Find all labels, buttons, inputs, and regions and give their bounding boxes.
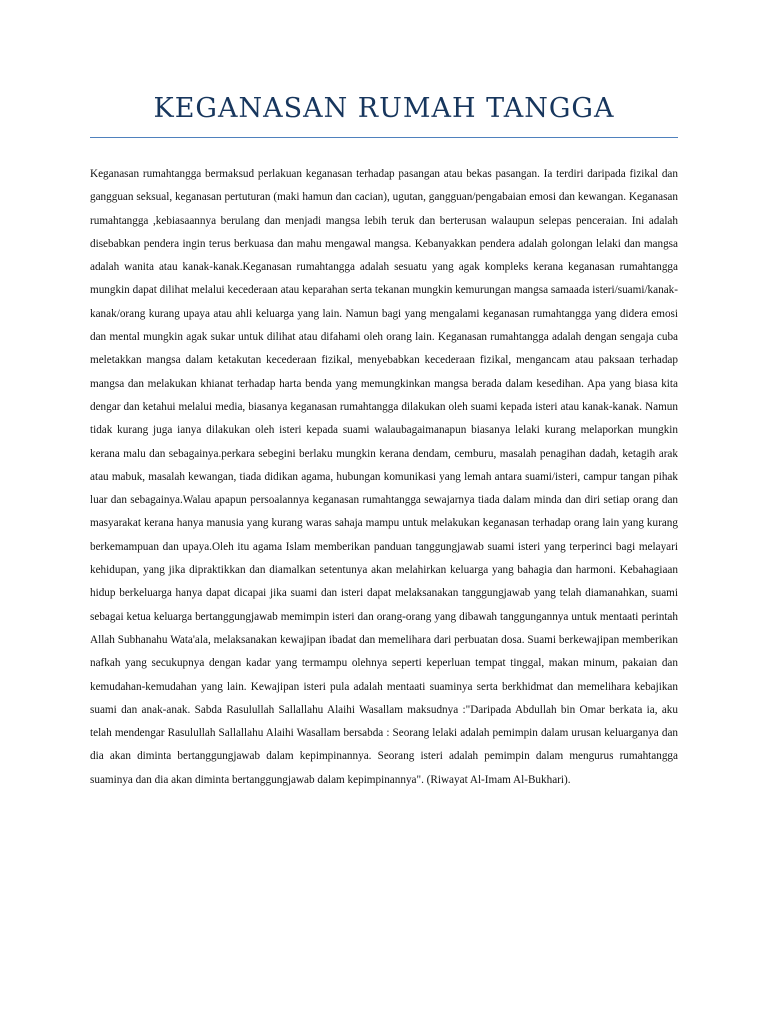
document-body: Keganasan rumahtangga bermaksud perlakuan keganasan terhadap pasangan atau bekas pasangan. Ia terdiri daripada fizikal dan gangguan seksual, keganasan pertuturan (maki hamun dan cacian), ugutan, gangguan/pengabaian emosi dan kewangan. Keganasan rumahtangga ,kebiasaannya berulang dan menjadi mangsa lebih teruk dan berterusan walaupun selepas penceraian. Ini adalah disebabkan pendera ingin terus berkuasa dan mahu mengawal mangsa. Kebanyakkan pendera adalah golongan lelaki dan mangsa adalah wanita atau kanak-kanak.Keganasan rumahtangga adalah sesuatu yang agak kompleks kerana keganasan rumahtangga mungkin dapat dilihat melalui kecederaan atau keparahan serta tekanan mungkin kemurungan mangsa samaada isteri/suami/kanak-kanak/orang kurang upaya atau ahli keluarga yang lain. Namun bagi yang mengalami keganasan rumahtangga yang didera emosi dan mental mungkin agak sukar untuk dilihat atau difahami oleh orang lain. Keganasan rumahtangga adalah dengan sengaja cuba meletakkan mangsa dalam ketakutan kecederaan fizikal, menyebabkan kecederaan fizikal, mengancam atau paksaan terhadap mangsa dan melakukan khianat terhadap harta benda yang memungkinkan mangsa berada dalam kesedihan. Apa yang biasa kita dengar dan ketahui melalui media, biasanya keganasan rumahtangga dilakukan oleh suami kepada isteri atau kanak-kanak. Namun tidak kurang juga ianya dilakukan oleh isteri kepada suami walaubagaimanapun biasanya lelaki kurang melaporkan mungkin kerana malu dan sebagainya.perkara sebegini berlaku mungkin kerana dendam, cemburu, masalah penagihan dadah, ketagih arak atau mabuk, masalah kewangan, tiada didikan agama, hubungan komunikasi yang lemah antara suami/isteri, campur tangan pihak luar dan sebagainya.Walau apapun persoalannya keganasan rumahtangga sewajarnya tiada dalam minda dan diri setiap orang dan masyarakat kerana hanya manusia yang kurang waras sahaja mampu untuk melakukan keganasan terhadap orang lain yang kurang berkemampuan dan upaya.Oleh itu agama Islam memberikan panduan tanggungjawab suami isteri yang terperinci bagi melayari kehidupan, yang jika dipraktikkan dan diamalkan setentunya akan melahirkan keluarga yang bahagia dan harmoni. Kebahagiaan hidup berkeluarga hanya dapat dicapai jika suami dan isteri dapat melaksanakan tanggungjawab yang telah diamanahkan, suami sebagai ketua keluarga bertanggungjawab memimpin isteri dan orang-orang yang dibawah tanggungannya untuk mentaati perintah Allah Subhanahu Wata'ala, melaksanakan kewajipan ibadat dan memelihara dari perbuatan dosa. Suami berkewajipan memberikan nafkah yang secukupnya dengan kadar yang termampu olehnya seperti keperluan tempat tinggal, makan minum, pakaian dan kemudahan-kemudahan yang lain. Kewajipan isteri pula adalah mentaati suaminya serta berkhidmat dan memelihara kebajikan suami dan anak-anak. Sabda Rasulullah Sallallahu Alaihi Wasallam maksudnya :"Daripada Abdullah bin Omar berkata ia, aku telah mendengar Rasulullah Sallallahu Alaihi Wasallam bersabda : Seorang lelaki adalah pemimpin dalam urusan keluarganya dan dia akan diminta bertanggungjawab dalam kepimpinannya. Seorang isteri adalah pemimpin dalam mengurus rumahtangga suaminya dan dia akan diminta bertanggungjawab dalam kepimpinannya". (Riwayat Al-Imam Al-Bukhari).	[90, 168, 678, 786]
title-underline	[90, 137, 678, 138]
document-title: KEGANASAN RUMAH TANGGA	[153, 93, 615, 124]
